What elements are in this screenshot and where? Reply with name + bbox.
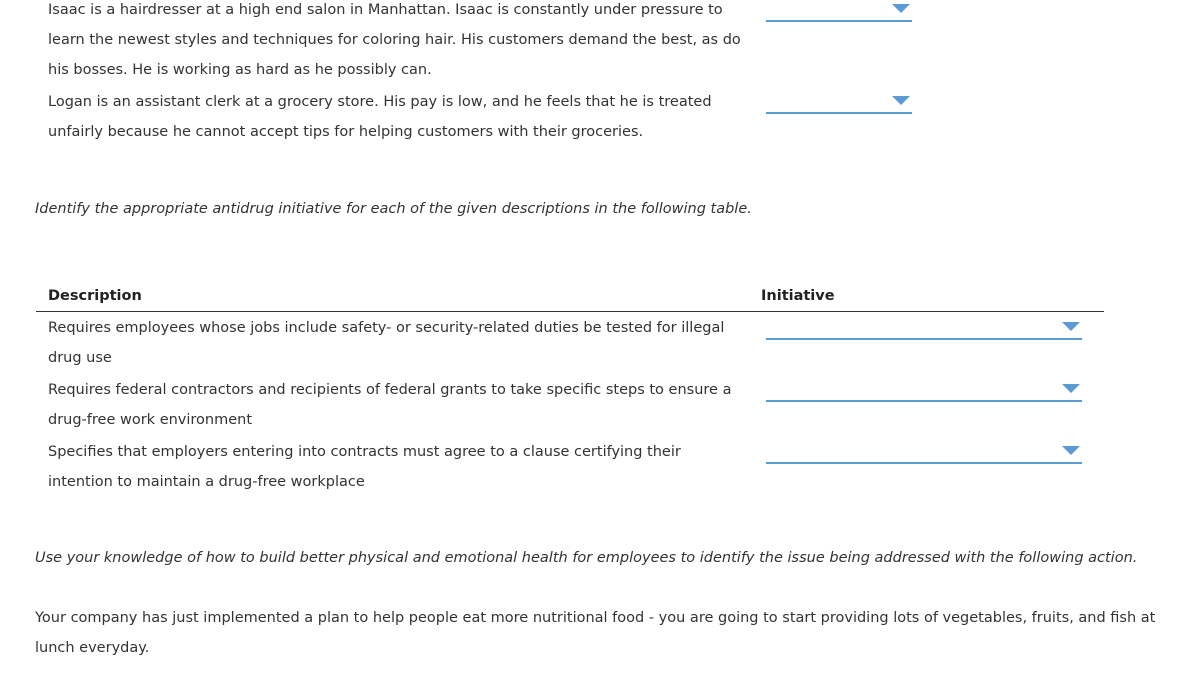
scenario-text-logan: Logan is an assistant clerk at a grocery store. His pay is low, and he feels that he is treated unfairly because he cannot accept tips for helping customers with their groceries. bbox=[48, 94, 712, 140]
table-row-description: Requires employees whose jobs include safety- or security-related duties be tested for illegal drug use bbox=[48, 320, 725, 366]
chevron-down-icon bbox=[892, 4, 910, 13]
chevron-down-icon bbox=[1062, 322, 1080, 331]
table-header-divider bbox=[36, 311, 1104, 312]
chevron-down-icon bbox=[1062, 446, 1080, 455]
antidrug-instruction: Identify the appropriate antidrug initiative for each of the given descriptions in the following table. bbox=[35, 201, 752, 217]
health-instruction: Use your knowledge of how to build better physical and emotional health for employees to identify the issue being addressed with the following action. bbox=[35, 550, 1138, 566]
scenario-dropdown-isaac[interactable] bbox=[766, 0, 912, 22]
table-row-description: Specifies that employers entering into contracts must agree to a clause certifying their intention to maintain a drug-free workplace bbox=[48, 444, 681, 490]
table-row-description: Requires federal contractors and recipients of federal grants to take specific steps to ensure a drug-free work environment bbox=[48, 382, 732, 428]
column-header-description: Description bbox=[48, 288, 142, 304]
scenario-text-isaac: Isaac is a hairdresser at a high end salon in Manhattan. Isaac is constantly under pressure to learn the newest styles and techniques for coloring hair. His customers demand the best, as do his bosses. He is working as hard as he possibly can. bbox=[48, 2, 741, 78]
chevron-down-icon bbox=[1062, 384, 1080, 393]
column-header-initiative: Initiative bbox=[761, 288, 835, 304]
scenario-dropdown-logan[interactable] bbox=[766, 90, 912, 114]
initiative-dropdown-2[interactable] bbox=[766, 378, 1082, 402]
initiative-dropdown-1[interactable] bbox=[766, 316, 1082, 340]
chevron-down-icon bbox=[892, 96, 910, 105]
health-scenario-text: Your company has just implemented a plan to help people eat more nutritional food - you are going to start providing lots of vegetables, fruits, and fish at lunch everyday. bbox=[35, 610, 1156, 656]
initiative-dropdown-3[interactable] bbox=[766, 440, 1082, 464]
